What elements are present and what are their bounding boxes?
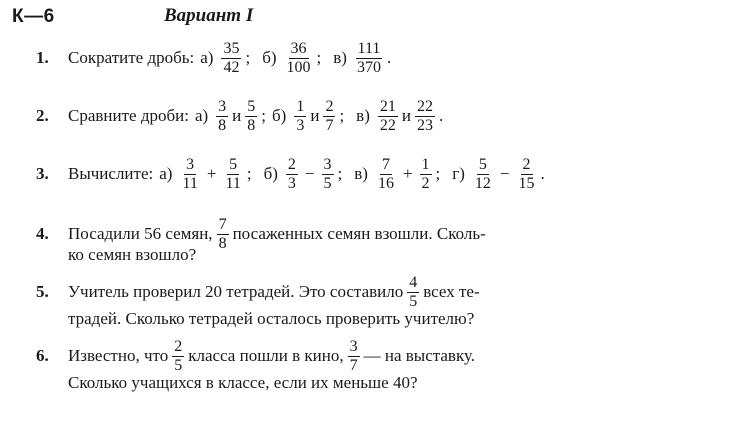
operator: + bbox=[206, 164, 217, 183]
fraction bbox=[294, 99, 306, 134]
numerator: 35 bbox=[223, 39, 240, 57]
numerator: 5 bbox=[229, 155, 238, 173]
task-text: Сколько учащихся в классе, если их меньше 40? bbox=[68, 373, 418, 392]
part-label: г) bbox=[452, 164, 465, 183]
denominator: 5 bbox=[323, 174, 332, 192]
denominator: 3 bbox=[296, 116, 305, 134]
fraction bbox=[217, 217, 229, 252]
task-text: Известно, что bbox=[68, 346, 169, 365]
part-label: в) bbox=[356, 106, 370, 125]
task-text: всех те- bbox=[423, 282, 480, 301]
task-text: ко семян взошло? bbox=[68, 245, 197, 264]
denominator: 8 bbox=[247, 116, 256, 134]
denominator: 370 bbox=[356, 58, 381, 76]
numerator: 5 bbox=[247, 97, 256, 115]
numerator: 3 bbox=[218, 97, 227, 115]
conjunction: и bbox=[310, 106, 320, 125]
fraction bbox=[378, 99, 398, 134]
denominator: 22 bbox=[379, 116, 396, 134]
denominator: 16 bbox=[377, 174, 394, 192]
denominator: 8 bbox=[218, 116, 227, 134]
fraction bbox=[286, 157, 298, 192]
denominator: 42 bbox=[223, 58, 240, 76]
fraction bbox=[216, 99, 228, 134]
part-label: а) bbox=[194, 106, 209, 125]
task-number: 5. bbox=[36, 282, 49, 301]
task-number: 3. bbox=[36, 164, 49, 183]
part-label: б) bbox=[272, 106, 287, 125]
task-text: посаженных семян взошли. Сколь- bbox=[232, 224, 486, 243]
denominator: 11 bbox=[225, 174, 241, 192]
separator: ; bbox=[245, 48, 251, 67]
denominator: 3 bbox=[287, 174, 296, 192]
numerator: 5 bbox=[478, 155, 487, 173]
fraction bbox=[517, 157, 537, 192]
separator: . bbox=[438, 106, 444, 125]
fraction bbox=[407, 275, 419, 310]
fraction bbox=[172, 339, 184, 374]
fraction bbox=[285, 41, 313, 76]
numerator: 2 bbox=[174, 337, 183, 355]
task-text: класса пошли в кино, bbox=[188, 346, 344, 365]
denominator: 7 bbox=[325, 116, 334, 134]
task-text: Сравните дроби: bbox=[68, 106, 189, 125]
separator: . bbox=[386, 48, 392, 67]
separator: ; bbox=[316, 48, 322, 67]
fraction bbox=[323, 99, 335, 134]
task-text: — на выставку. bbox=[363, 346, 476, 365]
numerator: 3 bbox=[349, 337, 358, 355]
operator: − bbox=[499, 164, 510, 183]
part-label: в) bbox=[333, 48, 347, 67]
fraction bbox=[420, 157, 432, 192]
operator: − bbox=[304, 164, 315, 183]
fraction bbox=[245, 99, 257, 134]
fraction bbox=[415, 99, 435, 134]
denominator: 11 bbox=[182, 174, 198, 192]
worksheet-header bbox=[12, 4, 254, 30]
denominator: 12 bbox=[474, 174, 491, 192]
denominator: 23 bbox=[416, 116, 433, 134]
task-number: 4. bbox=[36, 224, 49, 243]
numerator: 111 bbox=[357, 39, 381, 57]
separator: ; bbox=[337, 164, 343, 183]
denominator: 7 bbox=[349, 356, 358, 374]
part-label: в) bbox=[354, 164, 368, 183]
numerator: 3 bbox=[323, 155, 332, 173]
fraction bbox=[473, 157, 493, 192]
denominator: 100 bbox=[286, 58, 311, 76]
numerator: 1 bbox=[296, 97, 305, 115]
task-text: Вычислите: bbox=[68, 164, 154, 183]
denominator: 2 bbox=[421, 174, 430, 192]
task-text: Учитель проверил 20 тетрадей. Это составило bbox=[68, 282, 404, 301]
conjunction: и bbox=[232, 106, 242, 125]
separator: ; bbox=[246, 164, 252, 183]
fraction bbox=[348, 339, 360, 374]
operator: + bbox=[402, 164, 413, 183]
denominator: 5 bbox=[409, 292, 418, 310]
numerator: 1 bbox=[421, 155, 430, 173]
numerator: 36 bbox=[290, 39, 307, 57]
separator: ; bbox=[339, 106, 345, 125]
numerator: 2 bbox=[522, 155, 531, 173]
numerator: 4 bbox=[409, 273, 418, 291]
fraction bbox=[355, 41, 383, 76]
task-number: 1. bbox=[36, 48, 49, 67]
task-text: Посадили 56 семян, bbox=[68, 224, 213, 243]
part-label: а) bbox=[159, 164, 173, 183]
numerator: 3 bbox=[186, 155, 195, 173]
conjunction: и bbox=[401, 106, 411, 125]
part-label: а) bbox=[200, 48, 214, 67]
fraction bbox=[221, 41, 241, 76]
denominator: 15 bbox=[518, 174, 535, 192]
task-number: 2. bbox=[36, 106, 49, 125]
numerator: 21 bbox=[379, 97, 396, 115]
separator: ; bbox=[261, 106, 267, 125]
denominator: 8 bbox=[218, 234, 227, 252]
numerator: 7 bbox=[218, 215, 227, 233]
variant-title: Вариант I bbox=[164, 5, 254, 26]
numerator: 22 bbox=[416, 97, 433, 115]
denominator: 5 bbox=[174, 356, 183, 374]
separator: . bbox=[540, 164, 545, 183]
task-number: 6. bbox=[36, 346, 49, 365]
numerator: 2 bbox=[325, 97, 334, 115]
fraction bbox=[223, 157, 242, 192]
part-label: б) bbox=[262, 48, 277, 67]
fraction bbox=[322, 157, 334, 192]
numerator: 2 bbox=[287, 155, 296, 173]
fraction bbox=[180, 157, 199, 192]
fraction bbox=[376, 157, 396, 192]
numerator: 7 bbox=[381, 155, 390, 173]
task-text: Сократите дробь: bbox=[68, 48, 195, 67]
separator: ; bbox=[435, 164, 441, 183]
part-label: б) bbox=[263, 164, 278, 183]
test-code: К—6 bbox=[12, 6, 55, 27]
task-text: традей. Сколько тетрадей осталось проверить учителю? bbox=[68, 309, 475, 328]
